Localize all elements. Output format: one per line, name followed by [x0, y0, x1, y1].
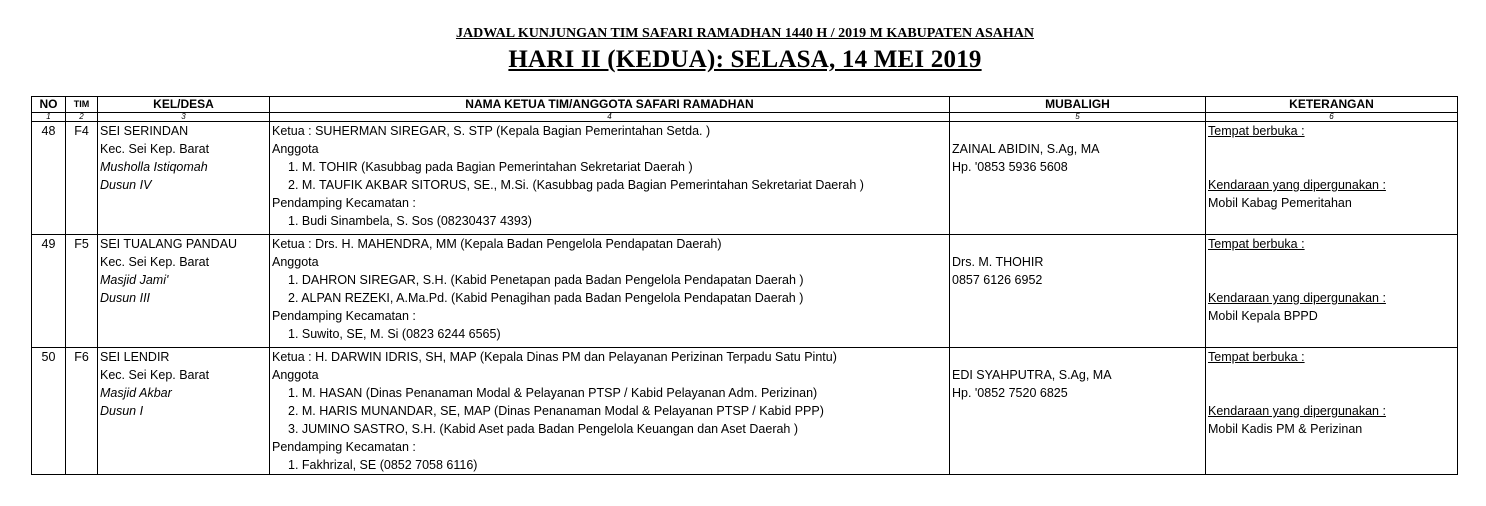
kecamatan: Kec. Sei Kep. Barat	[100, 368, 210, 382]
masjid: Musholla Istiqomah	[100, 160, 208, 174]
table-row	[32, 235, 1458, 348]
desa-name: SEI LENDIR	[100, 350, 170, 364]
mubaligh-phone: 0857 6126 6952	[952, 273, 1043, 287]
row-no: 48	[41, 124, 56, 138]
kendaraan-value: Mobil Kepala BPPD	[1208, 309, 1318, 323]
kendaraan-label: Kendaraan yang dipergunakan :	[1208, 404, 1386, 418]
anggota-label: Anggota	[272, 142, 319, 156]
anggota-item: 2. ALPAN REZEKI, A.Ma.Pd. (Kabid Penagihan pada Badan Pengelola Pendapatan Daerah )	[288, 291, 804, 305]
pendamping-label: Pendamping Kecamatan :	[272, 440, 416, 454]
anggota-item: 1. M. HASAN (Dinas Penanaman Modal & Pelayanan PTSP / Kabid Pelayanan Adm. Perizinan)	[288, 386, 818, 400]
header-row	[32, 97, 1458, 113]
column-number-row	[32, 113, 1458, 122]
row-no: 49	[41, 237, 56, 251]
col-header-no: NO	[32, 97, 66, 113]
row-no: 50	[41, 350, 56, 364]
dusun: Dusun I	[100, 404, 144, 418]
kendaraan-label: Kendaraan yang dipergunakan :	[1208, 178, 1386, 192]
dusun: Dusun III	[100, 291, 151, 305]
pendamping-label: Pendamping Kecamatan :	[272, 309, 416, 323]
pendamping-item: 1. Suwito, SE, M. Si (0823 6244 6565)	[288, 327, 501, 341]
ketua: Ketua : Drs. H. MAHENDRA, MM (Kepala Badan Pengelola Pendapatan Daerah)	[272, 237, 722, 251]
col-header-mubaligh: MUBALIGH	[950, 97, 1206, 113]
col-number: 6	[1206, 113, 1458, 122]
row-tim: F4	[74, 124, 89, 138]
anggota-item: 2. M. TAUFIK AKBAR SITORUS, SE., M.Si. (Kasubbag pada Bagian Pemerintahan Sekretariat Daerah )	[288, 178, 864, 192]
anggota-item: 1. M. TOHIR (Kasubbag pada Bagian Pemerintahan Sekretariat Daerah )	[288, 160, 693, 174]
dusun: Dusun IV	[100, 178, 152, 192]
anggota-label: Anggota	[272, 255, 319, 269]
kecamatan: Kec. Sei Kep. Barat	[100, 255, 210, 269]
kecamatan: Kec. Sei Kep. Barat	[100, 142, 210, 156]
ketua: Ketua : H. DARWIN IDRIS, SH, MAP (Kepala Dinas PM dan Pelayanan Perizinan Terpadu Satu Pintu)	[272, 350, 837, 364]
table-row	[32, 122, 1458, 235]
row-tim: F6	[74, 350, 89, 364]
desa-name: SEI TUALANG PANDAU	[100, 237, 238, 251]
document-title: JADWAL KUNJUNGAN TIM SAFARI RAMADHAN 1440 H / 2019 M KABUPATEN ASAHAN	[455, 26, 1035, 41]
anggota-item: 2. M. HARIS MUNANDAR, SE, MAP (Dinas Penanaman Modal & Pelayanan PTSP / Kabid PPP)	[288, 404, 824, 418]
col-header-keterangan: KETERANGAN	[1206, 97, 1458, 113]
col-number: 4	[270, 113, 950, 122]
kendaraan-value: Mobil Kadis PM & Perizinan	[1208, 422, 1363, 436]
kendaraan-value: Mobil Kabag Pemeritahan	[1208, 196, 1352, 210]
mubaligh-name: Drs. M. THOHIR	[952, 255, 1044, 269]
table-row	[32, 348, 1458, 475]
tempat-berbuka-label: Tempat berbuka :	[1208, 350, 1305, 364]
col-number: 1	[32, 113, 66, 122]
mubaligh-name: ZAINAL ABIDIN, S.Ag, MA	[952, 142, 1100, 156]
col-number: 5	[950, 113, 1206, 122]
kendaraan-label: Kendaraan yang dipergunakan :	[1208, 291, 1386, 305]
mubaligh-phone: Hp. '0853 5936 5608	[952, 160, 1068, 174]
masjid: Masjid Jami'	[100, 273, 169, 287]
col-header-kel-desa: KEL/DESA	[98, 97, 270, 113]
pendamping-item: 1. Fakhrizal, SE (0852 7058 6116)	[288, 458, 478, 472]
anggota-item: 3. JUMINO SASTRO, S.H. (Kabid Aset pada Badan Pengelola Keuangan dan Aset Daerah )	[288, 422, 799, 436]
mubaligh-phone: Hp. '0852 7520 6825	[952, 386, 1068, 400]
tempat-berbuka-label: Tempat berbuka :	[1208, 124, 1305, 138]
document-subtitle: HARI II (KEDUA): SELASA, 14 MEI 2019	[508, 46, 982, 73]
ketua: Ketua : SUHERMAN SIREGAR, S. STP (Kepala Bagian Pemerintahan Setda. )	[272, 124, 711, 138]
row-tim: F5	[74, 237, 89, 251]
col-header-nama: NAMA KETUA TIM/ANGGOTA SAFARI RAMADHAN	[270, 97, 950, 113]
anggota-label: Anggota	[272, 368, 319, 382]
mubaligh-name: EDI SYAHPUTRA, S.Ag, MA	[952, 368, 1112, 382]
col-header-tim: TIM	[66, 97, 98, 113]
col-number: 3	[98, 113, 270, 122]
desa-name: SEI SERINDAN	[100, 124, 189, 138]
anggota-item: 1. DAHRON SIREGAR, S.H. (Kabid Penetapan pada Badan Pengelola Pendapatan Daerah )	[288, 273, 804, 287]
col-number: 2	[66, 113, 98, 122]
pendamping-item: 1. Budi Sinambela, S. Sos (08230437 4393)	[288, 214, 532, 228]
schedule-table	[31, 96, 1458, 475]
tempat-berbuka-label: Tempat berbuka :	[1208, 237, 1305, 251]
masjid: Masjid Akbar	[100, 386, 172, 400]
pendamping-label: Pendamping Kecamatan :	[272, 196, 416, 210]
